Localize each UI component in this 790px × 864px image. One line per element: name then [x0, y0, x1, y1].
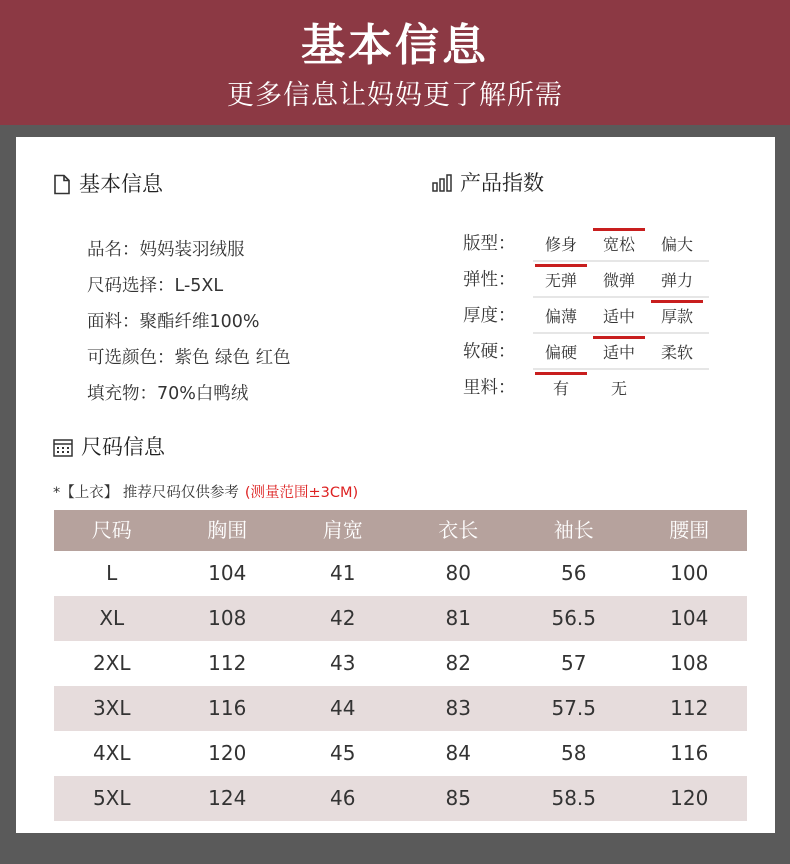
table-row [54, 686, 747, 731]
index-options [533, 230, 709, 262]
index-divider [533, 296, 709, 298]
index-option: 偏大 [660, 235, 693, 254]
document-icon [53, 174, 71, 195]
table-cell: 116 [208, 696, 247, 720]
table-cell: 3XL [92, 696, 131, 720]
table-cell: 44 [330, 696, 356, 720]
table-cell: 120 [208, 741, 247, 765]
header-banner [0, 0, 790, 125]
table-cell: 104 [670, 606, 709, 630]
index-option: 厚款 [660, 307, 693, 326]
info-row-fabric: 面料：聚酯纤维100% [87, 312, 260, 332]
product-index-heading-text: 产品指数 [460, 171, 544, 195]
table-cell: 58 [561, 741, 587, 765]
table-cell: 83 [445, 696, 471, 720]
index-selected-marker [535, 372, 587, 375]
index-option: 偏硬 [544, 343, 577, 362]
bar-chart-icon [432, 174, 452, 192]
product-index-heading [432, 169, 544, 197]
calendar-grid-icon [53, 438, 73, 457]
index-options [533, 374, 709, 406]
size-info-heading [53, 433, 165, 461]
table-cell: 46 [330, 786, 356, 810]
size-note-text: *【上衣】 推荐尺码仅供参考 [53, 485, 239, 501]
table-cell: 81 [445, 606, 471, 630]
index-option: 微弹 [602, 271, 635, 290]
table-cell: 2XL [92, 651, 131, 675]
table-cell: 4XL [92, 741, 131, 765]
table-header-cell: 衣长 [438, 518, 479, 542]
index-option: 无弹 [544, 271, 577, 290]
index-divider [533, 260, 709, 262]
table-row [54, 596, 747, 641]
index-divider [533, 368, 709, 370]
table-cell: 82 [445, 651, 471, 675]
table-cell: 116 [670, 741, 709, 765]
index-label: 软硬： [463, 342, 516, 362]
table-cell: 58.5 [551, 786, 597, 810]
size-table [54, 510, 747, 821]
index-option: 宽松 [602, 235, 635, 254]
content-card [16, 137, 775, 833]
basic-info-heading-text: 基本信息 [79, 172, 163, 196]
size-info-heading-text: 尺码信息 [81, 435, 165, 459]
table-cell: 108 [208, 606, 247, 630]
table-cell: 120 [670, 786, 709, 810]
index-divider [533, 332, 709, 334]
table-cell: 56.5 [551, 606, 597, 630]
table-row [54, 641, 747, 686]
index-label: 弹性： [463, 270, 516, 290]
index-selected-marker [651, 300, 703, 303]
table-cell: 57 [561, 651, 587, 675]
index-option: 偏薄 [544, 307, 577, 326]
table-row [54, 551, 747, 596]
index-option: 有 [552, 379, 569, 398]
index-options [533, 302, 709, 334]
index-options [533, 266, 709, 298]
table-cell: 108 [670, 651, 709, 675]
table-cell: 100 [670, 561, 709, 585]
index-option: 适中 [602, 343, 635, 362]
banner-subtitle: 更多信息让妈妈更了解所需 [227, 80, 563, 111]
index-option: 修身 [544, 235, 577, 254]
table-cell: 57.5 [551, 696, 597, 720]
info-row-name: 品名：妈妈装羽绒服 [87, 240, 245, 260]
info-row-filling: 填充物：70%白鸭绒 [87, 384, 249, 404]
table-row [54, 731, 747, 776]
banner-title: 基本信息 [301, 20, 489, 71]
index-option: 弹力 [660, 271, 693, 290]
table-cell: XL [99, 606, 125, 630]
index-selected-marker [593, 336, 645, 339]
index-label: 版型： [463, 234, 516, 254]
size-note [53, 482, 358, 504]
table-header-cell: 腰围 [669, 518, 710, 542]
table-header-cell: 袖长 [553, 518, 594, 542]
table-header-cell: 尺码 [91, 518, 132, 542]
table-cell: 104 [208, 561, 247, 585]
basic-info-list [87, 232, 291, 412]
table-cell: 85 [445, 786, 471, 810]
index-options [533, 338, 709, 370]
table-cell: 41 [330, 561, 356, 585]
size-note-tolerance: (测量范围±3CM) [244, 485, 359, 501]
index-label: 厚度： [463, 306, 516, 326]
info-row-size: 尺码选择：L-5XL [87, 276, 224, 296]
index-option: 无 [610, 379, 627, 398]
table-header-cell: 胸围 [207, 518, 248, 542]
index-option: 适中 [602, 307, 635, 326]
table-header-row [54, 510, 747, 551]
table-cell: 80 [445, 561, 471, 585]
table-cell: 124 [208, 786, 247, 810]
index-selected-marker [593, 228, 645, 231]
info-row-colors: 可选颜色：紫色 绿色 红色 [87, 348, 291, 368]
table-cell: 84 [445, 741, 471, 765]
basic-info-heading [53, 170, 163, 198]
index-selected-marker [535, 264, 587, 267]
index-label: 里料： [463, 378, 516, 398]
index-option: 柔软 [660, 343, 693, 362]
table-cell: 42 [330, 606, 356, 630]
table-cell: 5XL [92, 786, 131, 810]
table-cell: 112 [670, 696, 709, 720]
table-cell: 45 [330, 741, 356, 765]
table-row [54, 776, 747, 821]
table-header-cell: 肩宽 [322, 518, 363, 542]
table-cell: 112 [208, 651, 247, 675]
table-cell: 43 [330, 651, 356, 675]
table-cell: 56 [561, 561, 587, 585]
table-cell: L [106, 561, 118, 585]
